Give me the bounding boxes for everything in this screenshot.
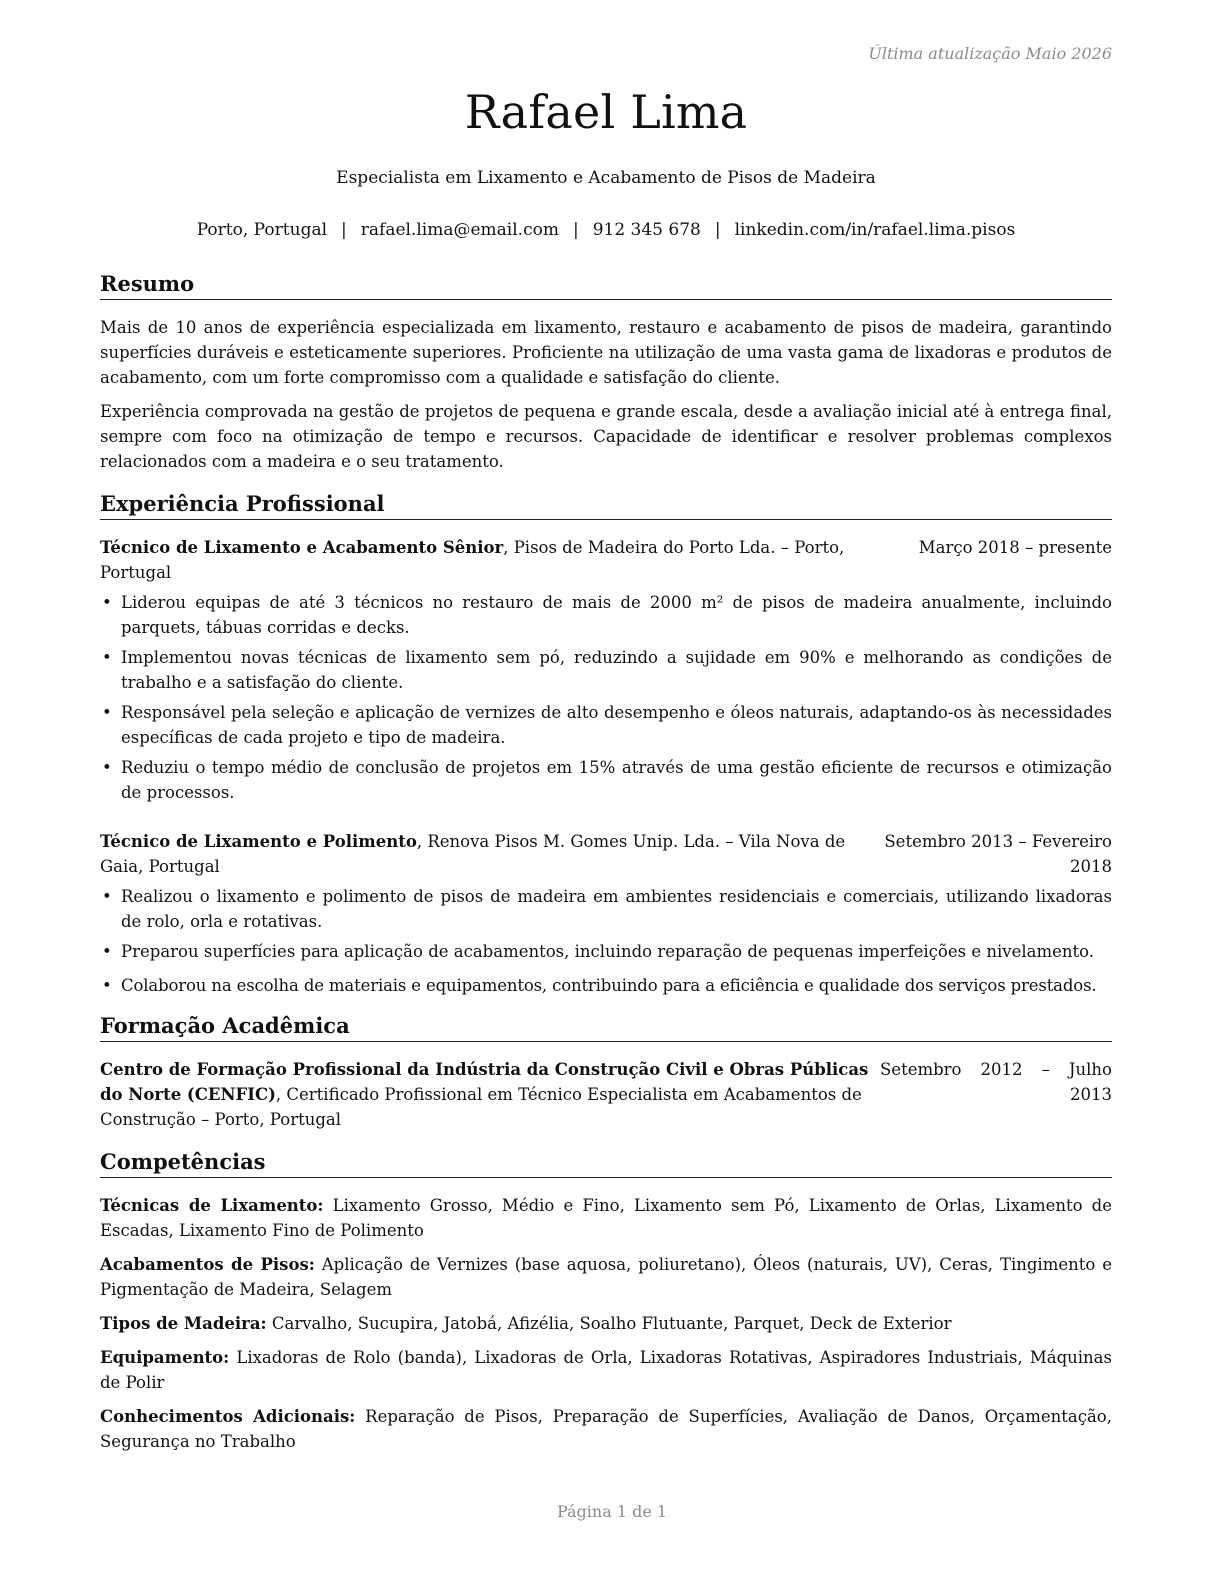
- skill-label: Técnicas de Lixamento:: [100, 1196, 324, 1215]
- skill-item: [100, 1311, 1112, 1336]
- contact-separator: |: [714, 220, 721, 240]
- skill-label: Conhecimentos Adicionais:: [100, 1407, 356, 1426]
- job-bullet: • Realizou o lixamento e polimento de pisos de madeira em ambientes residenciais e comerciais, utilizando lixadoras de rolo, orla e rotativas.: [100, 884, 1112, 934]
- contact-linkedin[interactable]: linkedin.com/in/rafael.lima.pisos: [734, 220, 1016, 240]
- contact-line: [100, 220, 1112, 240]
- job-company: , Pisos de Madeira do Porto Lda. – Porto, Portugal: [100, 538, 845, 582]
- skill-label: Tipos de Madeira:: [100, 1314, 267, 1333]
- education-institution: Centro de Formação Profissional da Indústria da Construção Civil e Obras Públicas do Norte (CENFIC): [100, 1060, 869, 1104]
- skill-label: Equipamento:: [100, 1348, 230, 1367]
- skill-item: [100, 1252, 1112, 1302]
- skill-item: [100, 1193, 1112, 1243]
- skill-value: Carvalho, Sucupira, Jatobá, Afizélia, Soalho Flutuante, Parquet, Deck de Exterior: [266, 1314, 952, 1333]
- job-header: [100, 829, 1112, 879]
- education-title: Formação Acadêmica: [100, 1012, 1112, 1042]
- job-bullet: • Preparou superfícies para aplicação de acabamentos, incluindo reparação de pequenas imperfeições e nivelamento.: [100, 939, 1112, 964]
- experience-section: [100, 490, 1112, 998]
- job-company: , Renova Pisos M. Gomes Unip. Lda. – Vila Nova de Gaia, Portugal: [100, 832, 846, 876]
- job-entry: [100, 535, 1112, 805]
- skill-value: Reparação de Pisos, Preparação de Superfícies, Avaliação de Danos, Orçamentação, Segurança no Trabalho: [100, 1407, 1112, 1451]
- job-dates: Março 2018 – presente: [918, 538, 1112, 557]
- skill-value: Lixamento Grosso, Médio e Fino, Lixamento sem Pó, Lixamento de Orlas, Lixamento de Escadas, Lixamento Fino de Polimento: [100, 1196, 1112, 1240]
- job-bullet: • Responsável pela seleção e aplicação de vernizes de alto desempenho e óleos naturais, adaptando-os às necessidades específicas de cada projeto e tipo de madeira.: [100, 700, 1112, 750]
- experience-title: Experiência Profissional: [100, 490, 1112, 520]
- contact-location: Porto, Portugal: [196, 220, 328, 240]
- job-bullet: • Reduziu o tempo médio de conclusão de projetos em 15% através de uma gestão eficiente de recursos e otimização de processos.: [100, 755, 1112, 805]
- skill-value: Lixadoras de Rolo (banda), Lixadoras de Orla, Lixadoras Rotativas, Aspiradores Industriais, Máquinas de Polir: [100, 1348, 1112, 1392]
- job-entry: [100, 829, 1112, 998]
- contact-email[interactable]: rafael.lima@email.com: [360, 220, 559, 240]
- summary-title: Resumo: [100, 270, 1112, 300]
- skill-label: Acabamentos de Pisos:: [100, 1255, 315, 1274]
- job-bullet: • Liderou equipas de até 3 técnicos no restauro de mais de 2000 m² de pisos de madeira anualmente, incluindo parquets, tábuas corridas e decks.: [100, 590, 1112, 640]
- education-details: , Certificado Profissional em Técnico Especialista em Acabamentos de Construção – Porto, Portugal: [100, 1085, 862, 1129]
- professional-headline: Especialista em Lixamento e Acabamento de Pisos de Madeira: [336, 168, 876, 188]
- skill-value: Aplicação de Vernizes (base aquosa, poliuretano), Óleos (naturais, UV), Ceras, Tingimento e Pigmentação de Madeira, Selagem: [100, 1255, 1112, 1299]
- resume-page: [100, 0, 1112, 1584]
- job-bullets: [100, 590, 1112, 805]
- page-number: Página 1 de 1: [556, 1502, 668, 1521]
- skills-section: [100, 1148, 1112, 1454]
- job-bullets: [100, 884, 1112, 998]
- skill-item: [100, 1345, 1112, 1395]
- education-entry: [100, 1057, 1112, 1132]
- job-header: [100, 535, 1112, 585]
- resume-content: [100, 270, 1112, 1454]
- summary-paragraph: Mais de 10 anos de experiência especializada em lixamento, restauro e acabamento de pisos de madeira, garantindo superfícies duráveis e esteticamente superiores. Proficiente na utilização de uma vasta gama de lixadoras e produtos de acabamento, com um forte compromisso com a qualidade e satisfação do cliente.: [100, 318, 1112, 387]
- summary-paragraph: Experiência comprovada na gestão de projetos de pequena e grande escala, desde a avaliação inicial até à entrega final, sempre com foco na otimização de tempo e recursos. Capacidade de identificar e resolver problemas complexos relacionados com a madeira e o seu tratamento.: [100, 402, 1112, 471]
- education-section: [100, 1012, 1112, 1132]
- job-bullet: • Implementou novas técnicas de lixamento sem pó, reduzindo a sujidade em 90% e melhorando as condições de trabalho e a satisfação do cliente.: [100, 645, 1112, 695]
- summary-section: [100, 270, 1112, 474]
- job-bullet: • Colaborou na escolha de materiais e equipamentos, contribuindo para a eficiência e qualidade dos serviços prestados.: [100, 973, 1112, 998]
- job-role: Técnico de Lixamento e Acabamento Sênior: [100, 538, 504, 557]
- contact-separator: |: [572, 220, 579, 240]
- contact-separator: |: [341, 220, 347, 240]
- skills-list: [100, 1193, 1112, 1454]
- job-role: Técnico de Lixamento e Polimento: [100, 832, 417, 851]
- candidate-name: Rafael Lima: [464, 85, 748, 139]
- skill-item: [100, 1404, 1112, 1454]
- skills-title: Competências: [100, 1148, 1112, 1178]
- job-dates: Setembro 2013 – Fevereiro 2018: [884, 832, 1112, 876]
- last-updated: Última atualização Maio 2026: [868, 44, 1112, 63]
- contact-phone: 912 345 678: [592, 220, 701, 240]
- education-dates: Setembro 2012 – Julho 2013: [880, 1060, 1112, 1104]
